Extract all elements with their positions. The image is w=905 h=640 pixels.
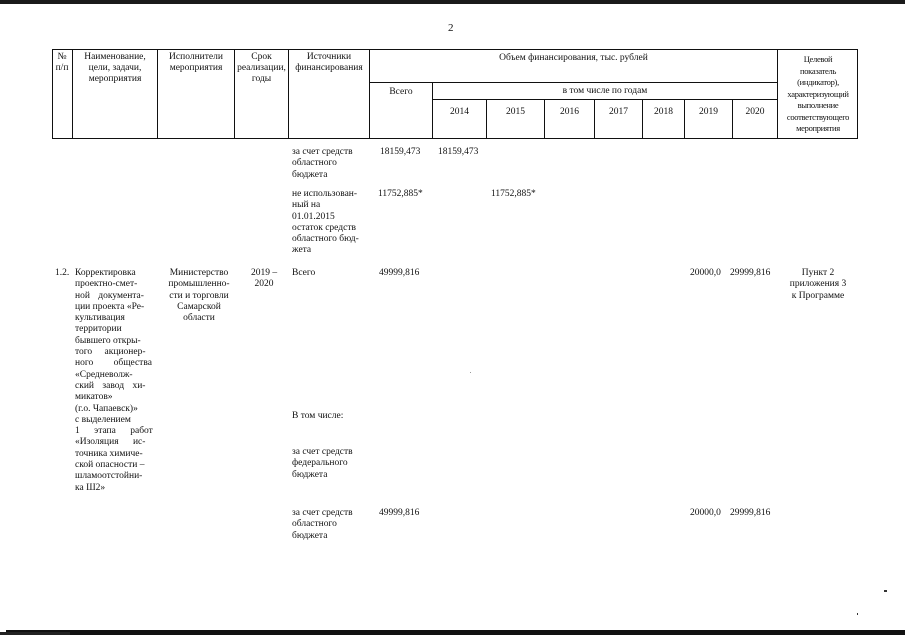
item-name-line: ской опасности – — [75, 460, 145, 471]
item-name-line: проектно-смет- — [75, 279, 138, 290]
item-regional-sum: 49999,816 — [379, 508, 420, 518]
item-executor-line: Самарской — [177, 301, 221, 312]
header-year-2014: 2014 — [450, 107, 469, 117]
header-name-line: мероприятия — [88, 74, 142, 84]
vline-10 — [642, 99, 643, 139]
item-source-regional-line: бюджета — [292, 530, 328, 541]
header-rule-years — [432, 99, 777, 100]
item-executor-line: Министерство — [169, 268, 229, 278]
item-number: 1.2. — [55, 268, 70, 278]
item-source-federal-line: за счет средств — [292, 447, 353, 457]
header-by-years: в том числе по годам — [562, 86, 648, 96]
item-name — [75, 268, 159, 494]
header-indicator-line: показатель — [799, 65, 837, 76]
table-header — [52, 49, 858, 139]
row-source-line: остаток средств — [292, 222, 356, 233]
item-source-regional-line: областного — [292, 519, 337, 530]
header-num-line: № — [57, 52, 67, 62]
item-name-line: шламоотстойни- — [75, 471, 143, 482]
header-year-2015: 2015 — [506, 107, 525, 117]
item-executor-line: сти и торговли — [169, 290, 229, 301]
header-indicator-line: соответствующего — [786, 111, 850, 122]
item-name-line: (г.о. Чапаевск)» — [75, 403, 138, 414]
item-total-2020: 29999,816 — [730, 268, 771, 278]
item-total-sum: 49999,816 — [379, 268, 420, 278]
header-executors-line: мероприятия — [169, 63, 223, 73]
vline-12 — [732, 99, 733, 139]
page-number: 2 — [448, 22, 454, 34]
header-indicator-line: Целевой — [803, 54, 833, 64]
header-sources-line: Источники — [306, 52, 352, 62]
row-source-line: ный на — [292, 200, 321, 211]
item-name-line: с выделением — [75, 414, 131, 425]
scan-bottom-edge — [6, 630, 905, 635]
item-regional-2020: 29999,816 — [730, 508, 771, 518]
row-2014: 18159,473 — [438, 147, 479, 157]
item-source-federal-line: бюджета — [292, 469, 328, 480]
header-term — [235, 52, 288, 85]
item-indicator-line: приложения 3 — [789, 279, 847, 290]
item-name-line: «Изоляция ис- — [75, 437, 146, 448]
item-name-line: точника химиче- — [75, 448, 143, 459]
item-source-regional — [292, 508, 353, 542]
item-executor-line: промышленно- — [168, 279, 230, 290]
header-executors-line: Исполнители — [169, 52, 223, 62]
item-name-line: 1 этапа работ — [75, 426, 153, 437]
header-indicator-line: мероприятия — [796, 123, 840, 133]
scan-speck — [470, 372, 471, 373]
item-executor — [158, 268, 240, 324]
header-num-line: п/п — [55, 63, 69, 73]
header-executors — [158, 52, 234, 74]
item-source-including: В том числе: — [292, 411, 344, 421]
header-year-2019: 2019 — [699, 107, 718, 117]
item-name-line: бывшего откры- — [75, 335, 141, 346]
row-total: 18159,473 — [380, 147, 421, 157]
item-name-line: ной документа- — [75, 290, 144, 301]
vline-9 — [594, 99, 595, 139]
row-2015: 11752,885* — [491, 189, 536, 199]
header-term-line: годы — [251, 74, 272, 84]
row-source-line: областного — [292, 158, 337, 169]
header-indicator — [778, 54, 858, 135]
item-source-federal-line: федерального — [292, 458, 348, 469]
item-name-line: культивация — [75, 313, 125, 324]
row-source — [292, 147, 353, 181]
item-indicator-line: к Программе — [791, 290, 845, 301]
item-source-federal — [292, 447, 353, 481]
row-source-line: бюджета — [292, 169, 328, 180]
row-source-line: не использован- — [292, 189, 358, 199]
vline-11 — [684, 99, 685, 139]
header-year-2020: 2020 — [745, 107, 765, 117]
item-source-regional-line: за счет средств — [292, 508, 353, 518]
scan-top-edge — [0, 0, 905, 4]
item-name-line: «Средневолж- — [75, 369, 133, 380]
item-term-line: 2019 – — [250, 268, 278, 278]
header-year-2016: 2016 — [560, 107, 579, 117]
header-rule-top — [52, 49, 858, 50]
header-year-2017: 2017 — [609, 107, 628, 117]
item-name-line: ного общества — [75, 358, 152, 369]
scan-bottom-mark — [0, 632, 70, 635]
item-indicator — [778, 268, 858, 302]
row-source-line: жета — [292, 245, 312, 256]
row-source — [292, 189, 359, 257]
item-executor-line: области — [183, 313, 215, 324]
scan-speck — [857, 613, 858, 615]
header-name — [73, 52, 157, 85]
item-name-line: ции проекта «Ре- — [75, 301, 145, 312]
header-sources — [289, 52, 369, 74]
item-term — [244, 268, 284, 291]
vline-7 — [486, 99, 487, 139]
item-name-line: территории — [75, 324, 122, 335]
header-indicator-line: (индикатор), — [797, 77, 839, 87]
item-total-2019: 20000,0 — [690, 268, 721, 278]
header-rule-bottom — [52, 138, 858, 139]
scan-speck — [884, 590, 887, 592]
vline-8 — [544, 99, 545, 139]
header-volume: Объем финансирования, тыс. рублей — [499, 53, 648, 63]
row-source-line: 01.01.2015 — [292, 211, 335, 222]
item-indicator-line: Пункт 2 — [801, 268, 835, 278]
header-total: Всего — [389, 87, 413, 97]
item-name-line: того акционер- — [75, 347, 146, 358]
row-source-line: областного бюд- — [292, 234, 359, 245]
item-name-line: ка Ш2» — [75, 482, 106, 493]
header-indicator-line: выполнение — [797, 100, 839, 110]
header-name-line: цели, задачи, — [88, 63, 142, 73]
item-name-line: ский завод хи- — [75, 380, 146, 391]
item-source-total: Всего — [292, 268, 316, 278]
row-source-line: за счет средств — [292, 147, 353, 157]
header-rule-volume — [369, 82, 777, 83]
header-sources-line: финансирования — [295, 63, 363, 73]
header-name-line: Наименование, — [84, 52, 146, 62]
header-year-2018: 2018 — [654, 107, 673, 117]
header-term-line: Срок — [251, 52, 272, 62]
item-term-line: 2020 — [254, 279, 274, 290]
row-total: 11752,885* — [378, 189, 423, 199]
header-num — [52, 52, 72, 74]
header-term-line: реализации, — [237, 63, 286, 73]
item-name-line: микатов» — [75, 392, 113, 403]
item-regional-2019: 20000,0 — [690, 508, 721, 518]
header-indicator-line: характеризующий — [787, 88, 849, 99]
item-name-line: Корректировка — [75, 268, 136, 278]
